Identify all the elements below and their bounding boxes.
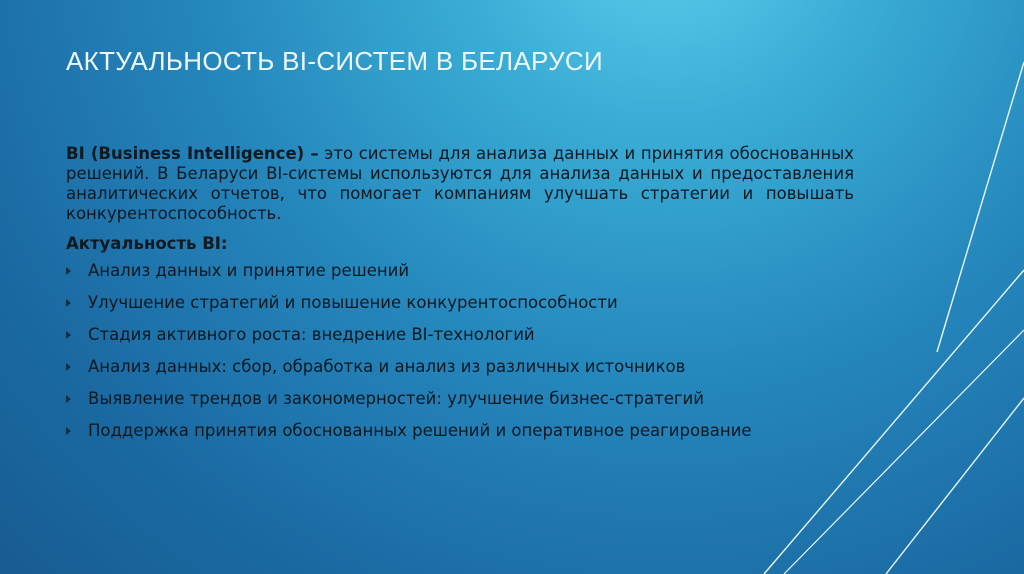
list-item xyxy=(66,357,854,376)
triangle-bullet-icon xyxy=(66,427,71,435)
triangle-bullet-icon xyxy=(66,331,71,339)
list-item-text: Улучшение стратегий и повышение конкурентоспособности xyxy=(88,293,618,312)
list-item-text: Анализ данных: сбор, обработка и анализ из различных источников xyxy=(88,357,686,376)
list-item-text: Поддержка принятия обоснованных решений и оперативное реагирование xyxy=(88,421,752,440)
deco-line-1 xyxy=(937,62,1024,352)
triangle-bullet-icon xyxy=(66,395,71,403)
slide-content xyxy=(66,144,854,453)
list-item xyxy=(66,293,854,312)
triangle-bullet-icon xyxy=(66,267,71,275)
deco-line-4 xyxy=(886,398,1024,574)
triangle-bullet-icon xyxy=(66,299,71,307)
intro-paragraph xyxy=(66,144,854,224)
list-item-text: Анализ данных и принятие решений xyxy=(88,261,410,280)
list-item xyxy=(66,389,854,408)
triangle-bullet-icon xyxy=(66,363,71,371)
list-item xyxy=(66,421,854,440)
list-item xyxy=(66,325,854,344)
list-item-text: Выявление трендов и закономерностей: улучшение бизнес-стратегий xyxy=(88,389,704,408)
list-item-text: Стадия активного роста: внедрение BI-технологий xyxy=(88,325,535,344)
slide-title: АКТУАЛЬНОСТЬ BI-СИСТЕМ В БЕЛАРУСИ xyxy=(66,46,603,76)
subheading: Актуальность BI: xyxy=(66,234,228,253)
list-item xyxy=(66,261,854,280)
intro-term: BI (Business Intelligence) – xyxy=(66,144,319,163)
bullet-list xyxy=(66,261,854,440)
intro-text: это системы для анализа данных и принятия обоснованных решений. В Беларуси BI-системы используются для анализа данных и предоставления аналитических отчетов, что помогает компаниям улучшать стратегии и повышать конкурентоспособность. xyxy=(66,144,855,223)
